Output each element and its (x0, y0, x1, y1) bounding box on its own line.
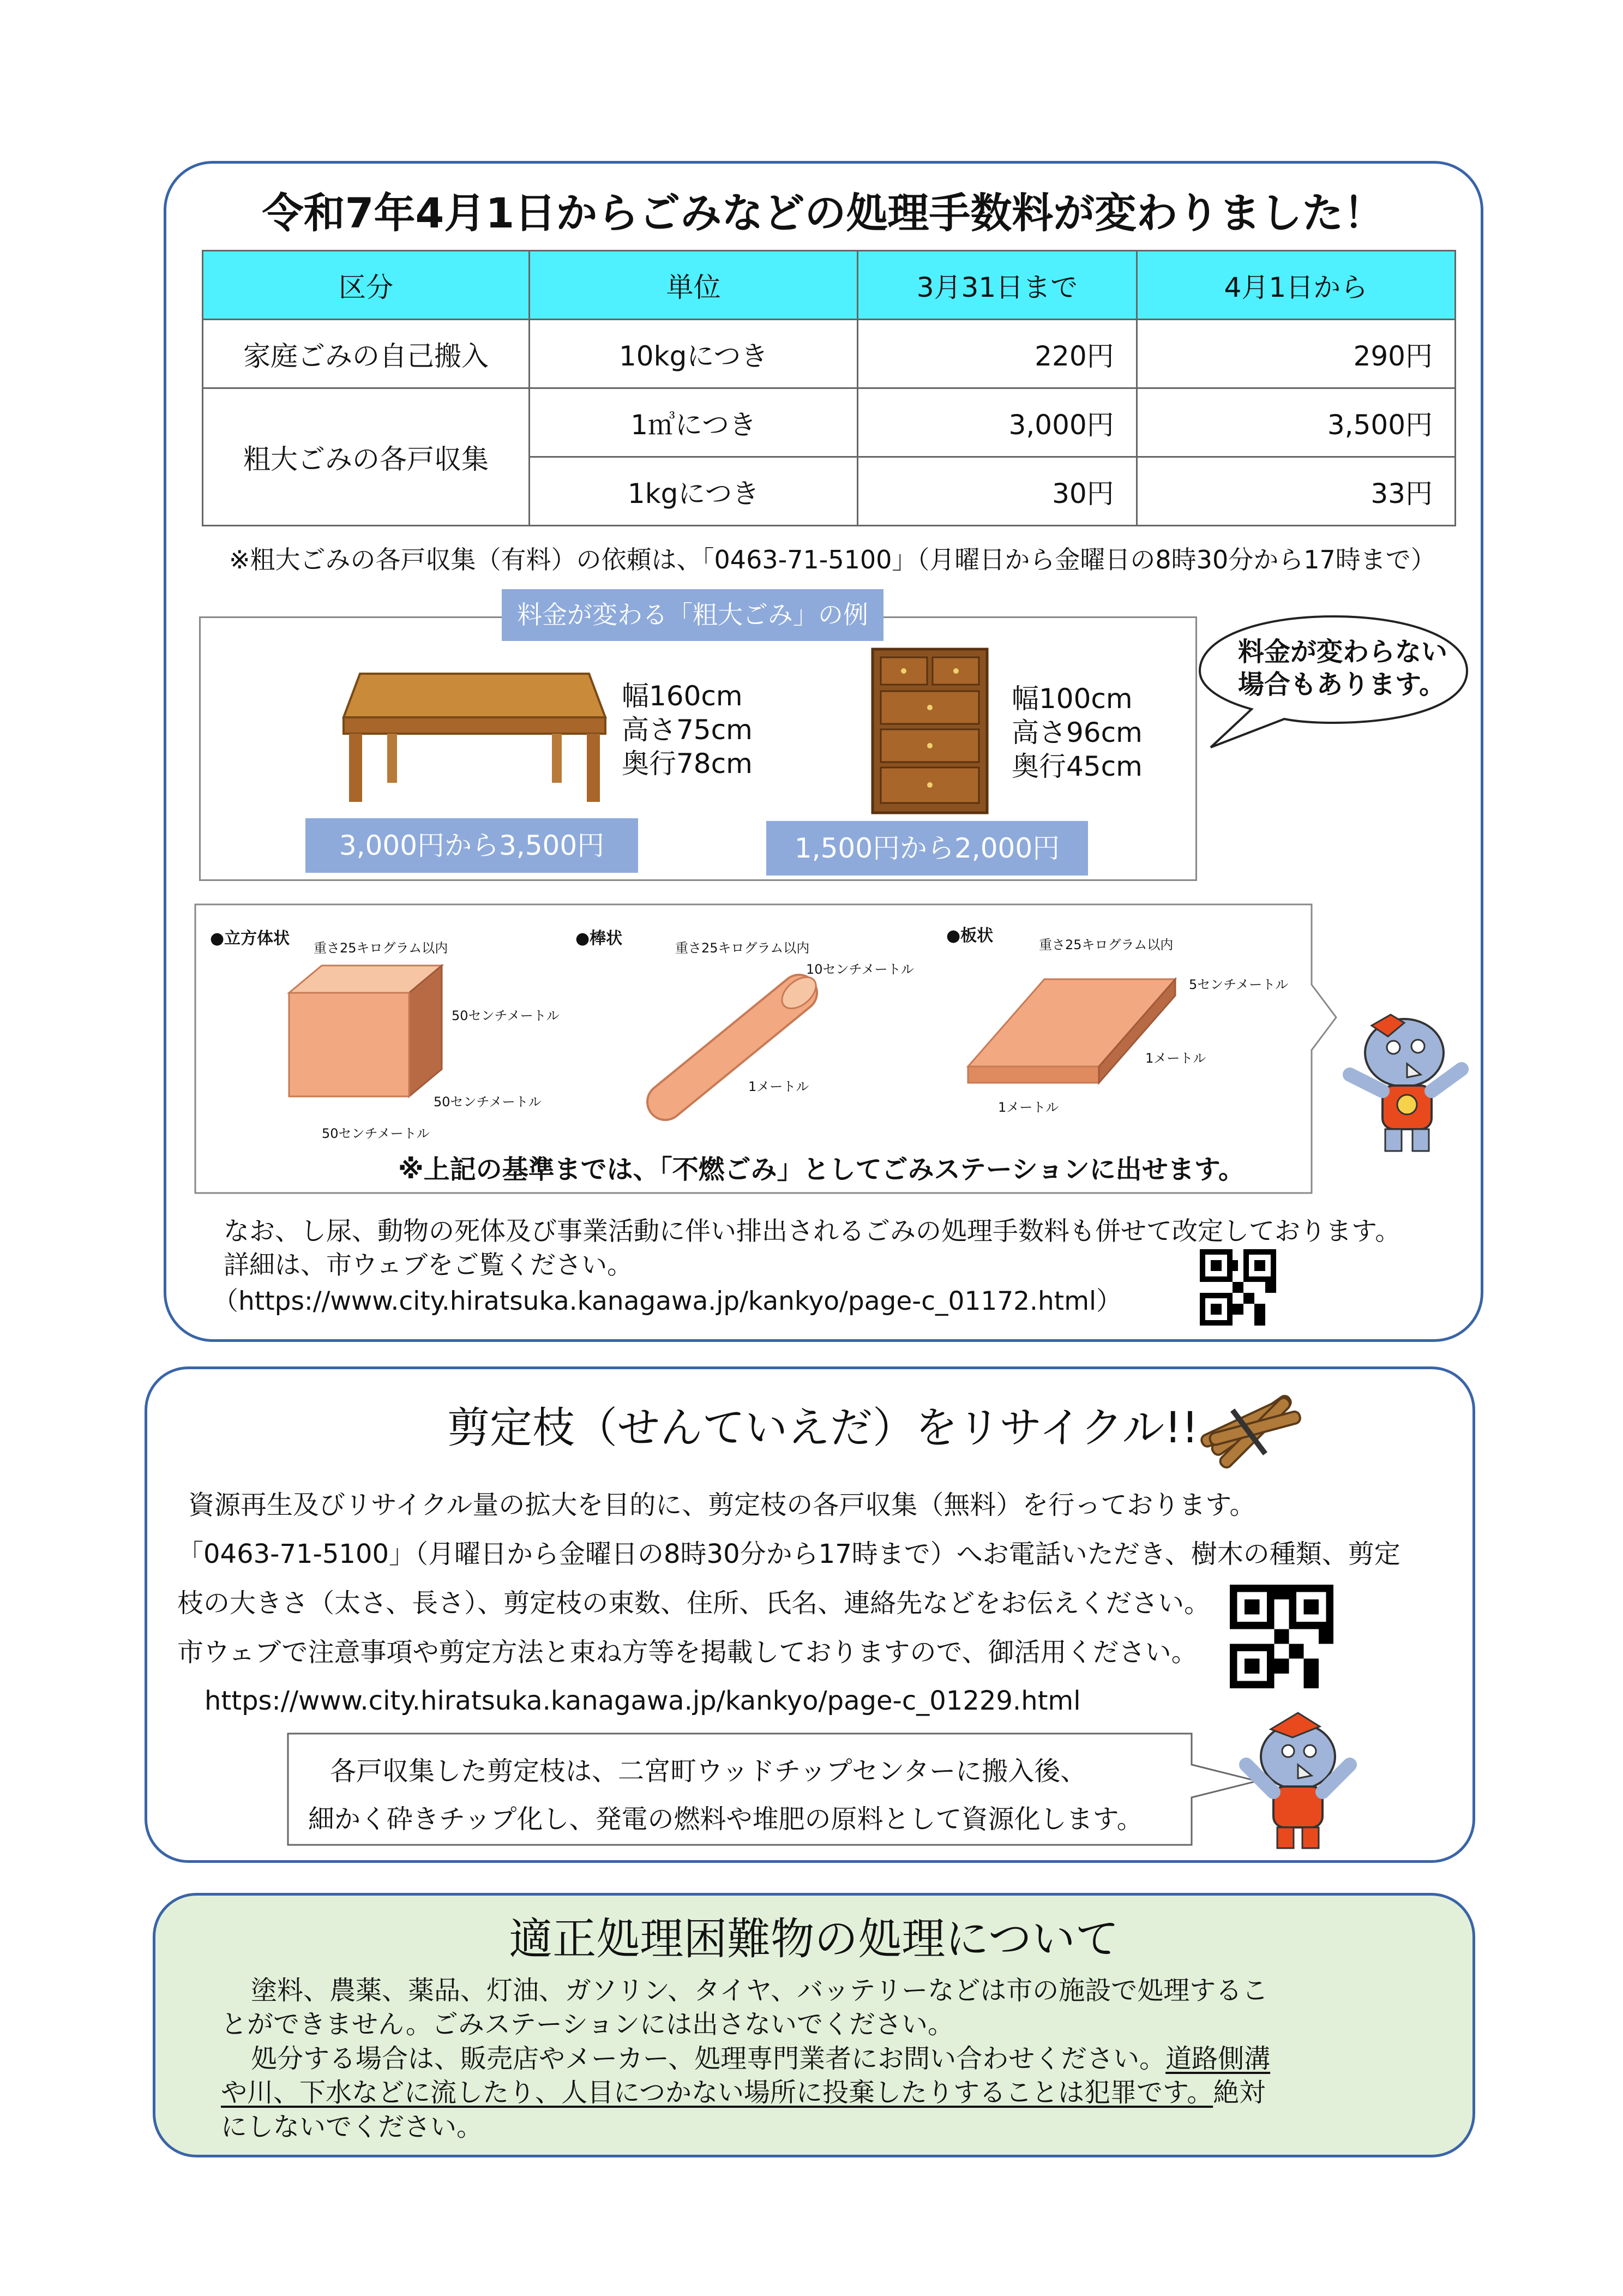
table-note: ※粗大ごみの各戸収集（有料）の依頼は、「0463-71-5100」（月曜日から金曜日の8時30分から17時まで） (229, 545, 1436, 574)
board-dim-depth: 1メートル (1145, 1051, 1206, 1066)
cell-after: 3,500円 (1137, 388, 1455, 457)
cube-dim-height: 50センチメートル (452, 1008, 560, 1023)
bubble-text (1238, 636, 1447, 701)
header-before: 3月31日まで (858, 251, 1137, 320)
cell-category: 家庭ごみの自己搬入 (203, 320, 530, 388)
cube-weight: 重さ25キログラム以内 (314, 940, 448, 956)
cell-before: 30円 (858, 457, 1137, 526)
hazard-warning: や川、下水などに流したり、人目につかない場所に投棄したりすることは犯罪です。 (221, 2077, 1213, 2108)
board-illustration (963, 974, 1181, 1094)
rod-dim-length: 1メートル (748, 1079, 809, 1094)
chest-dimensions (1012, 682, 1143, 783)
hazard-line3a: 処分する場合は、販売店やメーカー、処理専門業者にお問い合わせください。 (251, 2043, 1166, 2074)
cube-illustration (284, 960, 447, 1107)
hazard-line1: 塗料、農薬、薬品、灯油、ガソリン、タイヤ、バッテリーなどは市の施設で処理するこ (251, 1975, 1269, 2006)
cube-dim-depth: 50センチメートル (434, 1094, 542, 1110)
table-depth: 奥行78cm (622, 748, 753, 780)
pruning-title: 剪定枝（せんていえだ）をリサイクル!! (447, 1404, 1199, 1453)
rhino-mascot-icon (1238, 1705, 1358, 1852)
board-weight: 重さ25キログラム以内 (1039, 937, 1174, 952)
fee-title: 令和7年4月1日からごみなどの処理手数料が変わりました！ (262, 189, 1385, 237)
cell-unit: 1kgにつき (530, 457, 858, 526)
qr-code-icon[interactable] (1200, 1249, 1276, 1326)
rod-dim-diameter: 10センチメートル (806, 962, 914, 977)
info-line1: 各戸収集した剪定枝は、二宮町ウッドチップセンターに搬入後、 (330, 1756, 1087, 1787)
table-illustration (338, 663, 611, 805)
hazard-line4b: 絶対 (1213, 2077, 1266, 2108)
hazard-line5: にしないでください。 (221, 2112, 483, 2142)
qr-code-icon[interactable] (1230, 1585, 1333, 1688)
hazard-line4 (221, 2071, 1265, 2109)
pruning-line2: 「0463-71-5100」（月曜日から金曜日の8時30分から17時まで）へお電話いただき、樹木の種類、剪定 (177, 1539, 1400, 1569)
cell-before: 220円 (858, 320, 1137, 388)
board-dim-width: 1メートル (998, 1100, 1059, 1115)
info-line2: 細かく砕きチップ化し、発電の燃料や堆肥の原料として資源化します。 (308, 1804, 1143, 1835)
bubble-line1: 料金が変わらない (1238, 637, 1448, 667)
pruning-url: https://www.city.hiratsuka.kanagawa.jp/kankyo/page-c_01229.html (205, 1686, 1081, 1716)
cell-before: 3,000円 (858, 388, 1137, 457)
pruning-line3: 枝の大きさ（太さ、長さ）、剪定枝の束数、住所、氏名、連絡先などをお伝えください。 (177, 1588, 1211, 1618)
chest-illustration (870, 646, 990, 821)
header-unit: 単位 (530, 251, 858, 320)
cell-after: 290円 (1137, 320, 1455, 388)
chest-width: 幅100cm (1012, 683, 1133, 715)
footer-line1: なお、し尿、動物の死体及び事業活動に伴い排出されるごみの処理手数料も併せて改定しております。 (224, 1216, 1401, 1246)
cell-after: 33円 (1137, 457, 1455, 526)
table-row (203, 320, 1456, 388)
rod-weight: 重さ25キログラム以内 (675, 940, 810, 956)
pruning-line1: 資源再生及びリサイクル量の拡大を目的に、剪定枝の各戸収集（無料）を行っております。 (188, 1490, 1256, 1520)
table-header-row (203, 251, 1456, 320)
board-dim-thickness: 5センチメートル (1189, 977, 1289, 992)
examples-label: 料金が変わる「粗大ごみ」の例 (502, 589, 883, 641)
criteria-note: ※上記の基準までは、「不燃ごみ」としてごみステーションに出せます。 (398, 1154, 1245, 1185)
hazard-line3 (251, 2037, 1270, 2075)
table-width: 幅160cm (622, 680, 743, 712)
chest-height: 高さ96cm (1012, 717, 1143, 748)
hazard-warning-start: 道路側溝 (1165, 2043, 1271, 2074)
table-price: 3,000円から3,500円 (305, 818, 638, 873)
cell-category: 粗大ごみの各戸収集 (203, 388, 530, 526)
cube-dim-width: 50センチメートル (322, 1126, 430, 1141)
cell-unit: 1㎥につき (530, 388, 858, 457)
rod-illustration (641, 971, 821, 1124)
cell-unit: 10kgにつき (530, 320, 858, 388)
branches-icon (1194, 1377, 1303, 1476)
cube-label: ●立方体状 (210, 929, 290, 948)
board-label: ●板状 (946, 926, 994, 945)
fee-table (202, 250, 1456, 526)
chest-price: 1,500円から2,000円 (766, 821, 1088, 876)
footer-url: （https://www.city.hiratsuka.kanagawa.jp/kankyo/page-c_01172.html） (213, 1286, 1122, 1316)
header-after: 4月1日から (1137, 251, 1455, 320)
header-category: 区分 (203, 251, 530, 320)
hazard-line2: とができません。ごみステーションには出さないでください。 (221, 2009, 954, 2040)
pruning-line4: 市ウェブで注意事項や剪定方法と束ね方等を掲載しておりますので、御活用ください。 (177, 1637, 1198, 1668)
footer-line2: 詳細は、市ウェブをご覧ください。 (224, 1250, 633, 1280)
table-height: 高さ75cm (622, 714, 753, 746)
rod-label: ●棒状 (575, 929, 623, 948)
table-row (203, 388, 1456, 457)
bubble-line2: 場合もあります。 (1238, 669, 1446, 700)
chest-depth: 奥行45cm (1012, 751, 1143, 782)
hazard-title: 適正処理困難物の処理について (509, 1914, 1119, 1964)
table-dimensions (622, 679, 753, 781)
rhino-mascot-icon (1339, 1004, 1470, 1156)
